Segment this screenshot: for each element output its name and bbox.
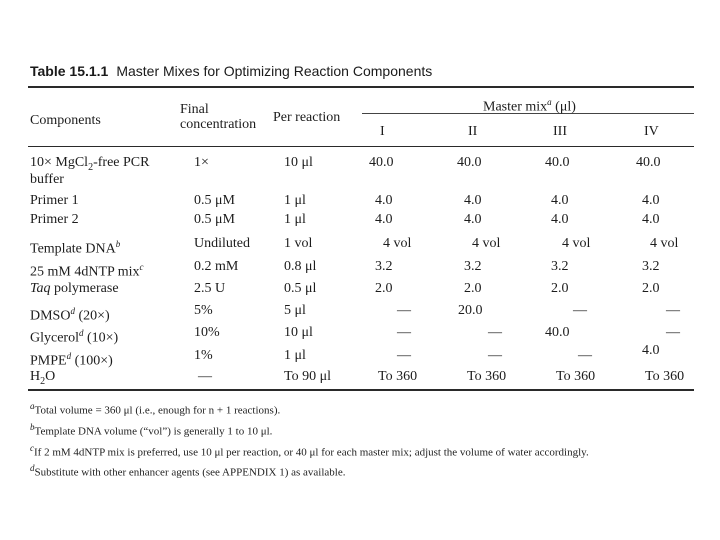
row-primer1-final: 0.5 μM — [194, 193, 235, 208]
footnote-d: $^d$Substitute with other enhancer agents (see APPENDIX 1) as available. — [30, 463, 346, 479]
row-dmso-mix-III: — — [573, 303, 587, 318]
row-pmpe-mix-III: — — [578, 348, 592, 363]
row-glycerol-final: 10% — [194, 325, 220, 340]
row-template-mix-II: 4 vol — [472, 236, 501, 251]
row-glycerol-mix-I: — — [397, 325, 411, 340]
header-final-line2: concentration — [180, 117, 257, 132]
row-water-per: To 90 μl — [284, 369, 331, 384]
row-template-mix-IV: 4 vol — [650, 236, 679, 251]
header-per-reaction: Per reaction — [273, 110, 341, 125]
row-primer2-per: 1 μl — [284, 212, 306, 227]
row-buffer-component-line2: buffer — [30, 172, 64, 187]
row-buffer-final: 1× — [194, 155, 209, 170]
row-glycerol-mix-III: 40.0 — [545, 325, 570, 340]
row-water-mix-II: To 360 — [467, 369, 507, 384]
row-water-mix-IV: To 360 — [645, 369, 685, 384]
table-caption: Master Mixes for Optimizing Reaction Components — [116, 63, 433, 79]
row-pmpe-mix-IV: 4.0 — [642, 343, 660, 358]
row-dmso-mix-IV: — — [666, 303, 680, 318]
row-primer2-mix-I: 4.0 — [375, 212, 393, 227]
row-dmso-per: 5 μl — [284, 303, 306, 318]
row-dntp-mix-III: 3.2 — [551, 259, 569, 274]
row-primer1-per: 1 μl — [284, 193, 306, 208]
footnote-b: $^b$Template DNA volume (“vol”) is generally 1 to 10 μl. — [30, 422, 273, 438]
row-dmso-mix-I: — — [397, 303, 411, 318]
row-primer1-mix-I: 4.0 — [375, 193, 393, 208]
row-primer2-final: 0.5 μM — [194, 212, 235, 227]
header-mix-I: I — [380, 124, 385, 139]
row-glycerol-per: 10 μl — [284, 325, 313, 340]
row-primer1-component: Primer 1 — [30, 193, 79, 208]
row-glycerol-component: Glycerol$^d$ (10×) — [30, 328, 119, 346]
row-primer1-mix-II: 4.0 — [464, 193, 482, 208]
row-primer2-mix-IV: 4.0 — [642, 212, 660, 227]
row-template-mix-III: 4 vol — [562, 236, 591, 251]
row-buffer-component: 10× MgCl$_2$-free PCR — [30, 155, 150, 173]
row-taq-mix-III: 2.0 — [551, 281, 569, 296]
row-water-mix-III: To 360 — [556, 369, 596, 384]
row-template-final: Undiluted — [194, 236, 250, 251]
row-template-component: Template DNA$^b$ — [30, 239, 121, 257]
row-taq-per: 0.5 μl — [284, 281, 317, 296]
row-water-mix-I: To 360 — [378, 369, 418, 384]
row-buffer-per: 10 μl — [284, 155, 313, 170]
row-buffer-mix-III: 40.0 — [545, 155, 570, 170]
row-primer1-mix-III: 4.0 — [551, 193, 569, 208]
row-glycerol-mix-IV: — — [666, 325, 680, 340]
header-master-mix: Master mix$^a$ (μl) — [483, 97, 576, 115]
row-dntp-mix-I: 3.2 — [375, 259, 393, 274]
row-dntp-mix-IV: 3.2 — [642, 259, 660, 274]
row-dntp-mix-II: 3.2 — [464, 259, 482, 274]
row-pmpe-final: 1% — [194, 348, 213, 363]
row-dmso-component: DMSO$^d$ (20×) — [30, 306, 110, 324]
header-final-line1: Final — [180, 102, 209, 117]
header-mix-II: II — [468, 124, 478, 139]
row-dntp-final: 0.2 mM — [194, 259, 239, 274]
table-title — [30, 63, 432, 79]
row-taq-mix-IV: 2.0 — [642, 281, 660, 296]
footnote-c: $^c$If 2 mM 4dNTP mix is preferred, use 10 μl per reaction, or 40 μl for each master mix; adjust the volume of water accordingly. — [30, 443, 589, 459]
row-template-mix-I: 4 vol — [383, 236, 412, 251]
row-buffer-mix-I: 40.0 — [369, 155, 394, 170]
row-glycerol-mix-II: — — [488, 325, 502, 340]
footnote-a: $^a$Total volume = 360 μl (i.e., enough for n + 1 reactions). — [30, 401, 281, 417]
row-pmpe-component: PMPE$^d$ (100×) — [30, 351, 113, 369]
header-mix-III: III — [553, 124, 567, 139]
top-rule — [28, 86, 694, 88]
row-buffer-mix-IV: 40.0 — [636, 155, 661, 170]
row-dmso-mix-II: 20.0 — [458, 303, 483, 318]
row-taq-mix-I: 2.0 — [375, 281, 393, 296]
bottom-rule — [28, 389, 694, 391]
row-buffer-mix-II: 40.0 — [457, 155, 482, 170]
row-water-component: $H_2O$ — [30, 369, 56, 387]
header-components: Components — [30, 113, 101, 128]
row-primer2-mix-II: 4.0 — [464, 212, 482, 227]
row-dntp-component: 25 mM 4dNTP mix$^c$ — [30, 262, 144, 280]
header-mix-IV: IV — [644, 124, 659, 139]
row-taq-mix-II: 2.0 — [464, 281, 482, 296]
row-dmso-final: 5% — [194, 303, 213, 318]
table-number: Table 15.1.1 — [30, 63, 109, 79]
header-rule — [28, 146, 694, 147]
row-primer1-mix-IV: 4.0 — [642, 193, 660, 208]
row-primer2-mix-III: 4.0 — [551, 212, 569, 227]
row-taq-final: 2.5 U — [194, 281, 226, 296]
row-pmpe-per: 1 μl — [284, 348, 306, 363]
row-dntp-per: 0.8 μl — [284, 259, 317, 274]
row-taq-component: Taq polymerase — [30, 281, 119, 296]
row-primer2-component: Primer 2 — [30, 212, 79, 227]
row-template-per: 1 vol — [284, 236, 313, 251]
row-pmpe-mix-II: — — [488, 348, 502, 363]
row-pmpe-mix-I: — — [397, 348, 411, 363]
row-water-final: — — [198, 369, 212, 384]
